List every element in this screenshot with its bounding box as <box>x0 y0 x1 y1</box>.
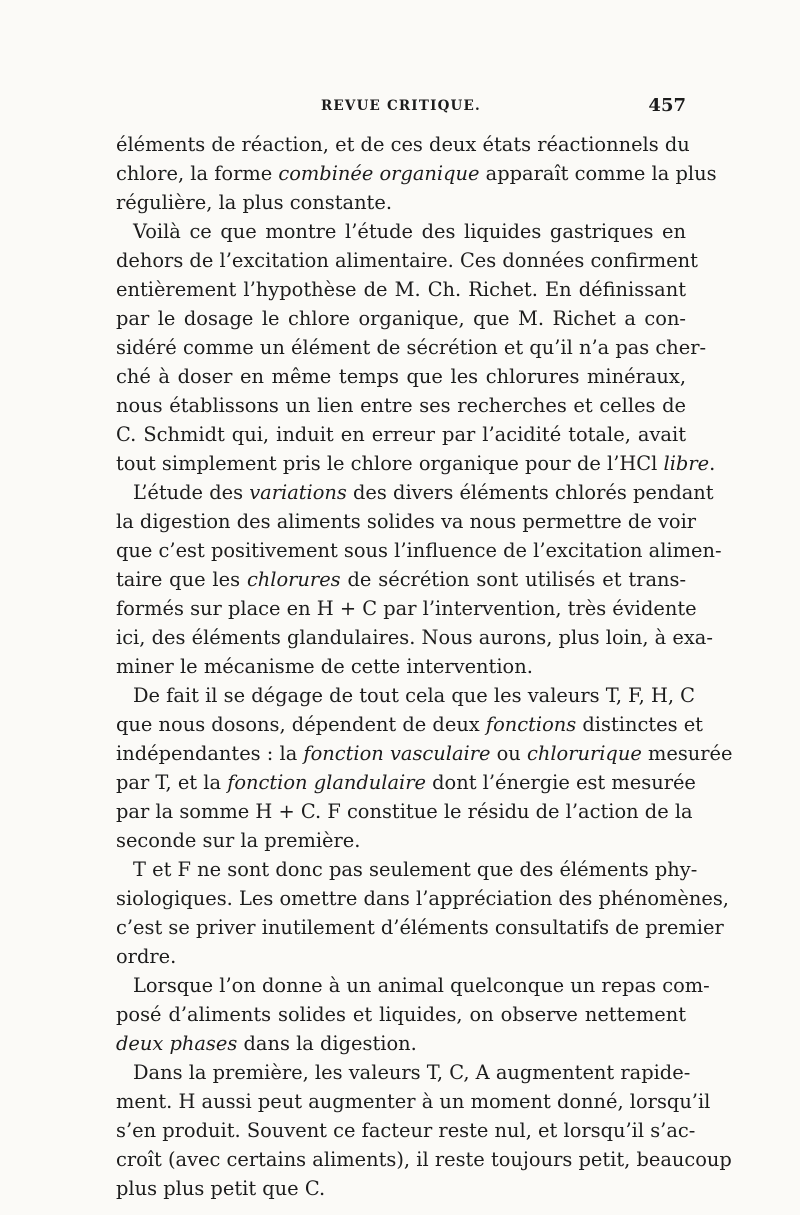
text-line <box>116 1145 732 1174</box>
text-line <box>116 478 714 507</box>
text-segment: la digestion des aliments solides va nous permettre de voir <box>116 510 697 533</box>
text-line <box>116 768 696 797</box>
text-line <box>116 623 713 652</box>
running-title: REVUE CRITIQUE. <box>321 98 481 114</box>
text-line <box>116 681 696 710</box>
text-segment: miner le mécanisme de cette intervention. <box>116 655 533 678</box>
text-segment: que nous dosons, dépendent de deux <box>116 713 486 736</box>
text-line <box>116 507 697 536</box>
italic-text: fonctions <box>485 713 577 736</box>
text-segment: entièrement l’hypothèse de M. Ch. Richet. En définissant <box>116 278 686 301</box>
text-segment: dans la digestion. <box>237 1032 417 1055</box>
text-segment: croît (avec certains aliments), il reste toujours petit, beaucoup <box>116 1148 732 1171</box>
text-segment: Voilà ce que montre l’étude des liquides gastriques en <box>133 220 686 243</box>
text-line <box>116 362 686 391</box>
italic-text: fonction glandulaire <box>227 771 426 794</box>
text-segment: T et F ne sont donc pas seulement que des éléments phy- <box>133 858 698 881</box>
text-line <box>116 942 686 971</box>
text-segment: apparaît comme la plus <box>479 162 717 185</box>
text-segment: . <box>709 452 716 475</box>
text-segment: de sécrétion sont utilisés et trans- <box>340 568 687 591</box>
text-line <box>116 884 729 913</box>
text-segment: siologiques. Les omettre dans l’appréciation des phénomènes, <box>116 887 729 910</box>
italic-text: chlorures <box>246 568 341 591</box>
text-line <box>116 971 710 1000</box>
text-line <box>116 594 697 623</box>
text-segment: nous établissons un lien entre ses recherches et celles de <box>116 394 686 417</box>
text-segment: régulière, la plus constante. <box>116 191 392 214</box>
text-segment: ici, des éléments glandulaires. Nous aurons, plus loin, à exa- <box>116 626 713 649</box>
text-line <box>116 391 686 420</box>
text-line <box>116 826 686 855</box>
text-line <box>116 275 686 304</box>
text-segment: formés sur place en H + C par l’intervention, très évidente <box>116 597 697 620</box>
text-line <box>116 652 686 681</box>
text-segment: éléments de réaction, et de ces deux états réactionnels du <box>116 133 690 156</box>
text-segment: ché à doser en même temps que les chlorures minéraux, <box>116 365 686 388</box>
text-line <box>116 159 717 188</box>
text-line <box>116 1000 686 1029</box>
text-segment: ou <box>490 742 527 765</box>
text-line <box>116 1029 686 1058</box>
text-line <box>116 913 724 942</box>
text-segment: seconde sur la première. <box>116 829 361 852</box>
text-segment: posé d’aliments solides et liquides, on observe nettement <box>116 1003 686 1026</box>
italic-text: chlorurique <box>526 742 642 765</box>
text-line <box>116 246 698 275</box>
text-segment: L’étude des <box>133 481 250 504</box>
text-segment: que c’est positivement sous l’influence de l’excitation alimen- <box>116 539 722 562</box>
text-segment: dehors de l’excitation alimentaire. Ces données confirment <box>116 249 698 272</box>
text-line <box>116 710 703 739</box>
text-segment: ordre. <box>116 945 177 968</box>
text-line <box>116 855 698 884</box>
text-line <box>116 333 707 362</box>
text-segment: Lorsque l’on donne à un animal quelconque un repas com- <box>133 974 710 997</box>
text-segment: ment. H aussi peut augmenter à un moment donné, lorsqu’il <box>116 1090 711 1113</box>
text-line <box>116 420 686 449</box>
text-line <box>116 304 686 333</box>
text-segment: dont l’énergie est mesurée <box>425 771 696 794</box>
text-segment: chlore, la forme <box>116 162 279 185</box>
text-line <box>116 565 686 594</box>
text-line <box>116 188 686 217</box>
text-line <box>116 739 733 768</box>
text-segment: s’en produit. Souvent ce facteur reste nul, et lorsqu’il s’ac- <box>116 1119 696 1142</box>
text-line <box>116 217 686 246</box>
page-header <box>116 95 686 124</box>
text-segment: par le dosage le chlore organique, que M. Richet a con- <box>116 307 686 330</box>
text-line <box>116 797 693 826</box>
italic-text: variations <box>249 481 347 504</box>
text-segment: Dans la première, les valeurs T, C, A augmentent rapide- <box>133 1061 691 1084</box>
text-segment: distinctes et <box>576 713 703 736</box>
italic-text: fonction vasculaire <box>303 742 491 765</box>
text-segment: De fait il se dégage de tout cela que les valeurs T, F, H, C <box>133 684 696 707</box>
text-segment: C. Schmidt qui, induit en erreur par l’acidité totale, avait <box>116 423 686 446</box>
text-line <box>116 1058 691 1087</box>
text-segment: mesurée <box>641 742 733 765</box>
italic-text: combinée organique <box>278 162 480 185</box>
page-number: 457 <box>648 95 686 116</box>
body-text <box>116 130 733 1203</box>
text-segment: par T, et la <box>116 771 228 794</box>
italic-text: libre <box>663 452 710 475</box>
text-segment: taire que les <box>116 568 247 591</box>
text-segment: des divers éléments chlorés pendant <box>346 481 714 504</box>
italic-text: deux phases <box>116 1032 238 1055</box>
text-line <box>116 1087 711 1116</box>
text-line <box>116 449 716 478</box>
text-segment: indépendantes : la <box>116 742 304 765</box>
text-line <box>116 130 690 159</box>
text-segment: c’est se priver inutilement d’éléments consultatifs de premier <box>116 916 724 939</box>
text-line <box>116 536 722 565</box>
text-segment: sidéré comme un élément de sécrétion et qu’il n’a pas cher- <box>116 336 707 359</box>
text-segment: plus plus petit que C. <box>116 1177 326 1200</box>
text-segment: tout simplement pris le chlore organique pour de l’HCl <box>116 452 664 475</box>
text-segment: par la somme H + C. F constitue le résidu de l’action de la <box>116 800 693 823</box>
text-line <box>116 1174 686 1203</box>
text-line <box>116 1116 696 1145</box>
